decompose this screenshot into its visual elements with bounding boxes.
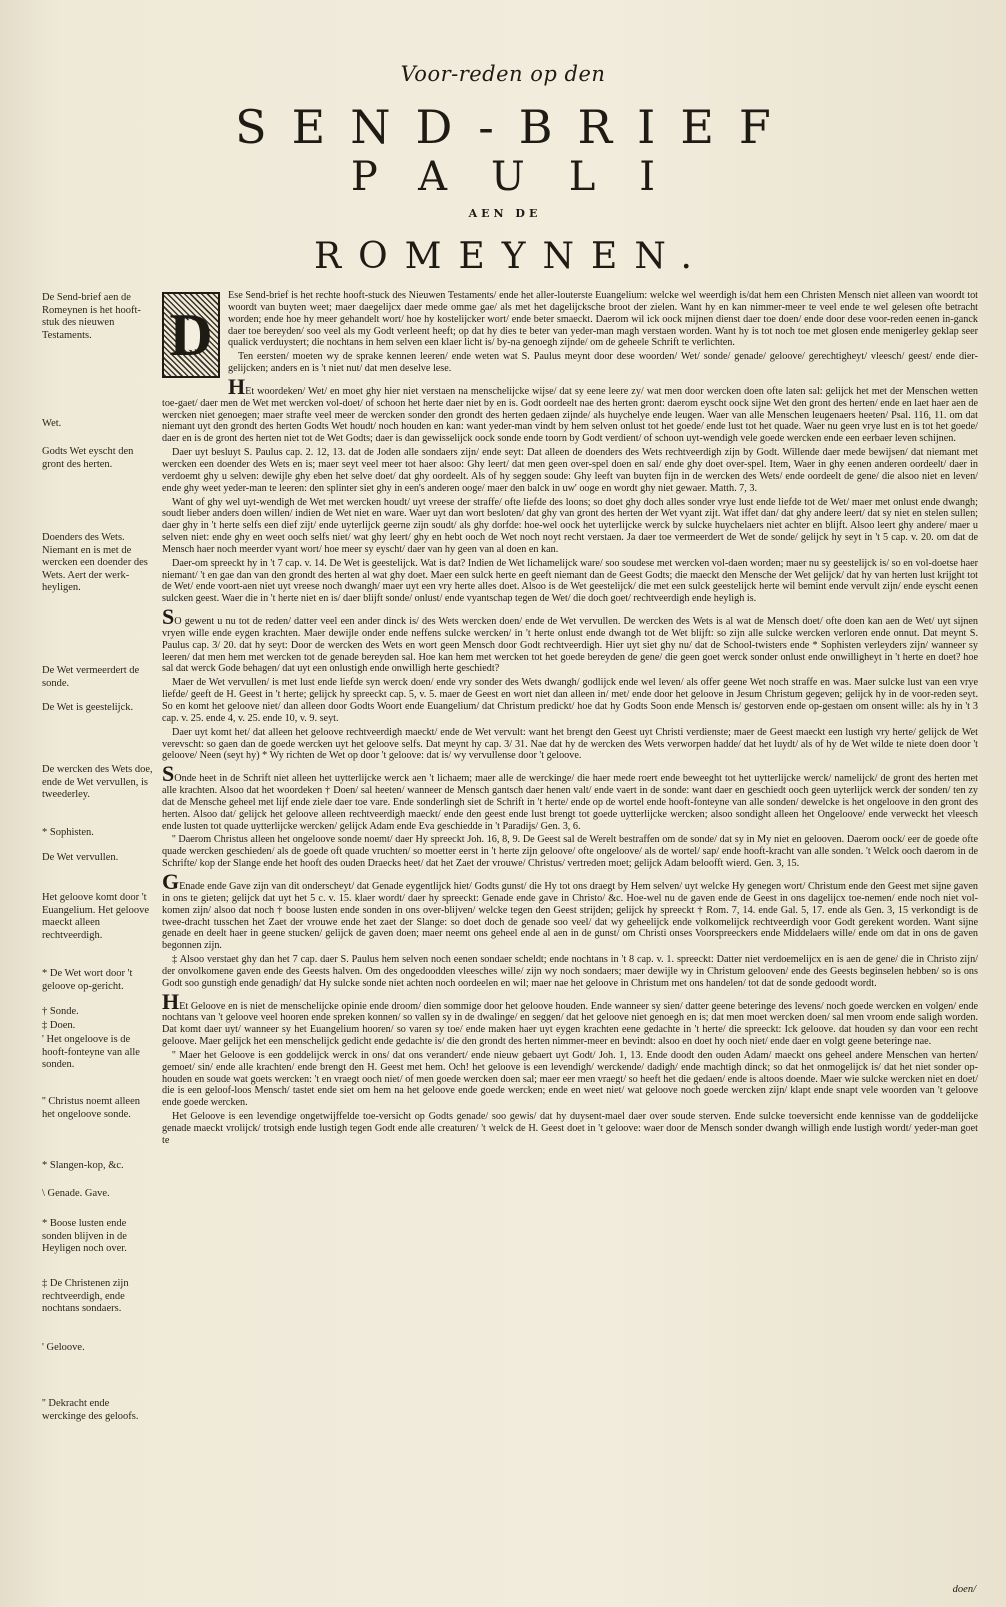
margin-note: '' Dekracht ende werckinge des geloofs. <box>42 1398 139 1422</box>
initial-letter: H <box>228 373 246 399</box>
margin-note: ‡ De Christenen zijn rechtveerdigh, ende nochtans sondaers. <box>42 1278 129 1314</box>
margin-note: ' Het ongeloove is de hooft-fonteyne van alle sonden. <box>42 1034 140 1070</box>
initial-letter: S <box>162 604 175 630</box>
margin-note: De Wet vervullen. <box>42 852 119 863</box>
margin-note: * De Wet wort door 't geloove op-gericht. <box>42 968 133 992</box>
initial-letter: S <box>162 761 175 787</box>
title-line-aen-de: AEN DE <box>468 207 542 220</box>
margin-note: * Sophisten. <box>42 827 94 838</box>
paragraph: ‡ Alsoo verstaet ghy dan het 7 cap. daer S. Paulus hem selven noch eenen sondaer scheldt; ende nochtans in 't 8 cap. v. 1. spreeckt: Datter niet verdoemelijcx en is aen de gene/ die in Christo zijn/ der onvolkomene gaven ende des Geests halven. Om des ongedoodden vleesches wille/ zijn wy noch sondaers; maer dewijle wy in Christum gelooven/ ende des Geests beginselen hebben/ so is ons Godt soo gunstigh ende genadigh/ dat Hy sulcke sonde niet achten noch oordeelen en wil; maer nae het geloove in Christum met ons handelen/ tot dat de sonde gedoodt wordt. <box>162 954 978 989</box>
title-line-romeynen: ROMEYNEN. <box>314 236 709 277</box>
margin-note: Wet. <box>42 418 62 429</box>
paragraph: GEnade ende Gave zijn van dit onderscheyt/ dat Genade eygentlijck hiet/ Godts gunst/ die Hy tot ons draegt by Hem selven/ uyt welcke Hy genegen wort/ Christum ende den Geest met sijne gaven in ons te gieten; gelijck dat uyt het 5 c. v. 15. klaer wordt/ daer hy spreeckt: Genade ende gave in Christo/ &c. Hoe-wel nu de gaven ende de Geest in ons dagelijcx toe-nemen/ ende noch niet vol-komen zijn/ alsoo dat noch † boose lusten ende sonden in ons over-blijven/ welcke tegen den Geest strijden; gelijck hy spreeckt † Rom. 7, 14. ende Gal. 5, 17. ende als Gen. 3, 15 verkondigt is de twee-dracht tusschen het Zaet der vrouwe ende het zaet der Slange: so doet doch de genade soo veel/ dat wy geheelijck ende volkomelijck rechtveerdigh voor Godt gerekent worden. Want sijne genade en deelt haer in geene stucken/ gelijck de gaven doen; maer neemt ons geheel ende al aen in de gunst/ om Christi onses Voorspreeckers ende Middelaers wille/ ende om dat in ons de gaven begonnen zijn. <box>162 868 978 952</box>
initial-letter: H <box>162 988 180 1014</box>
margin-note: \ Genade. Gave. <box>42 1188 110 1199</box>
catchword: doen/ <box>952 1584 976 1595</box>
paragraph: '' Maer het Geloove is een goddelijck werck in ons/ dat ons verandert/ ende nieuw gebaert uyt Godt/ Joh. 1, 13. Ende doodt den ouden Adam/ maeckt ons geheel andere Menschen van herten/ gemoet/ sin/ ende alle krachten/ ende brengt den H. Geest met hem. Och! het geloove is een levendigh/ werckende/ dadigh/ ende machtigh dinck; so dat het onmogelijck is/ dat het niet sonder op-houden en soude wat goets wercken: 't en vraegt ooch niet/ of men goede wercken doen sal; maer eer men vraegt/ so heeft het die gedaen/ ende is altoos doende. Maer wie sulcke wercken niet en doet/ die is een geloof-loos Mensch/ tastet ende siet om hem na het geloove ende goede wercken; ende en weet niet/ wat geloove noch goede wercken zijn/ klapt ende snapt vele woorden van 't geloove ende goede wercken. <box>162 1049 978 1109</box>
margin-note: * Boose lusten ende sonden blijven in de Heyligen noch over. <box>42 1218 127 1254</box>
paragraph: Maer de Wet vervullen/ is met lust ende liefde syn werck doen/ ende vry sonder des Wets dwangh/ godlijck ende wel leven/ als offer geene Wet noch straffe en was. Maer sulcke lust van een vrye liefde/ geeft de H. Geest in 't herte; gelijck hy spreeckt cap. 5, v. 5. maer de Geest en wort niet dan alleen in/ met/ ende door het geloove in Jesum Christum gegeven; gelijck hy in de voor-reden seyt. So en komt het geloove niet/ dan alleen door Godts Woort ende Euangelium/ dat Christum predickt/ hoe dat hy Godts Soon ende Mensch is/ gestorven ende op-gestaen om onsent wille: als hy in 't 3 cap. v. 25. ende 4, v. 25. ende 10, v. 9. seyt. <box>162 677 978 724</box>
paragraph: Daer uyt komt het/ dat alleen het geloove rechtveerdigh maeckt/ ende de Wet vervult: want het brengt den Geest uyt Christi verdienste; maer de Geest maeckt een lustigh vry herte/ gelijck de Wet verevscht: so gaen dan de goede wercken uyt het geloove selfs. Dat meynt hy cap. 3/ 31. Nae dat hy de wercken des Wets verworpen hadde/ dat het luydt/ als of hy de Wet wilde te niete doen door 't geloove/ Neen (seyt hy) * Wy richten de Wet op door 't geloove: dat is/ wy vervullense door 't geloove. <box>162 726 978 762</box>
margin-note: Doenders des Wets. Niemant en is met de wercken een doender des Wets. Aert der werk-heyligen. <box>42 532 148 593</box>
paragraph: Want of ghy wel uyt-wendigh de Wet met wercken houdt/ uyt vreese der straffe/ ofte liefde des loons; so doet ghy doch alles sonder vrye lust ende liefde tot de Wet/ maer met onlust ende dwangh; soudt lieber anders doen willen/ indien de Wet niet en ware. Waer uyt dan wort besloten/ dat ghy van gront des herten der Wet vyant zijt. Wat iffet dan/ dat ghy andere leert/ dat sy niet en stelen sullen; daer ghy in 't herte selfs een dief zijt/ ende uyterlijck geerne zijn soudt/ als ghy dorfde: hoe-wel oock het uyterlijcke werck by sulcke huychelaers niet achter en blijft. Alsoo leert ghy andere/ maer u selven niet: ende ghy en weet ooch selfs niet/ wat ghy leert/ ghy en hebt ooch de Wet noch noyt recht verstaen. Ja daer toe vermeerdert de Wet de sonde/ gelijck hy seyt in 't 5 cap. v. 20. om dat de Mensch haer noch meerder vyant wort/ hoe meer sy eyscht/ daer van hy geen van al doen en kan. <box>162 496 978 555</box>
paragraph: '' Daerom Christus alleen het ongeloove sonde noemt/ daer Hy spreeckt Joh. 16, 8, 9. De Geest sal de Werelt bestraffen om de sonde/ dat sy in My niet en gelooven. Daerom oock/ eer de goede ofte quade wercken geschieden/ als de goede oft quade vruchten/ so moetter eerst in 't herte zijn geloove/ ofte ongeloove/ als de wortel/ sap/ ende hooft-kracht van alle sonden. 't Welck ooch daerom in de Schrifte/ kop der Slange ende het hooft des ouden Draecks heet/ dat het Zaet der vrouwe/ Christus/ vertreden moet; gelijck Adam beloofft wierd. Gen. 3, 15. <box>162 834 978 870</box>
paragraph: HEt Geloove en is niet de menschelijcke opinie ende droom/ dien sommige door het geloove houden. Ende wanneer sy sien/ datter geene beteringe des levens/ noch goede wercken en volgen/ ende nochtans van 't geloove veel hooren ende spreken konnen/ so vallen sy in de dwalinge/ en seggen/ dat het geloove niet genoegh en is; dat men moet wercken doen/ sal men vroom ende saligh worden. Dat komt daer uyt/ wanneer sy het Euangelium hooren/ so varen sy toe/ ende maken haer uyt eygen krachten eene gedachte in 't herte/ die spreeckt: Ick geloove. dat houden sy dan voor een recht geloove. Maer gelijck het een menschelijck gedicht ende gedachte is/ die den grondt des herten nimmer-meer en bevindt: alsoo en doet hy ooch niet/ ende daer en volgt geene beteringe nae. <box>162 988 978 1048</box>
paragraph: SOnde heet in de Schrift niet alleen het uytterlijcke werck aen 't lichaem; maer alle de werckinge/ die haer mede roert ende beweeght tot het uytterlijcke werck/ namelijck/ de gront des herten met alle krachten. Alsoo dat het woordeken † Doen/ sal heeten/ wanneer de Mensch gantsch daer henen valt/ ende vaert in de sonde: want daer en geschiedt ooch geen uyterlijck werck der sonden/ ten zy dat de Mensche geheel met lijf ende ziele daer toe vare. Ende sonderlingh siet de Schrift in 't herte/ ende op de wortel ende hooft-fonteyne van alle sonden/ dewelcke is het ongeloove in den gront des herten. Alsoo dat/ gelijck het geloove alleen rechtveerdigh maeckt/ ende den geest ende lust brengt tot goede uytterlijcke wercken; alsoo sondight alleen het Ongeloove/ ende verweckt het vleesch ende lusten tot quade uytterlijcke wercken/ gelijck Adam ende Eva geschiedde in 't Paradijs/ Gen. 3, 6. <box>162 761 978 832</box>
margin-note: De Send-brief aen de Romeynen is het hooft-stuk des nieuwen Testaments. <box>42 292 141 341</box>
paragraph: Daer uyt besluyt S. Paulus cap. 2. 12, 13. dat de Joden alle sondaers zijn/ ende seyt: Dat alleen de doenders des Wets rechtveerdigh zijn by Godt. Willende daer mede bewijsen/ dat niemant met wercken een doender des Wets en is; maer seyt veel meer tot haer alsoo: Ghy leert/ dat men geen over-spel doen en sal/ ende ghy doet over-spel. Item, Waer in ghy eenen anderen oordeelt/ daer in verdoemt ghy u selven: dewijle ghy eben het selve doet/ dat ghy oordeelt. Als of hy seggen soude: Ghy leeft van buyten fijn in de wercken des Wets/ ende oordeelt de gene/ die alsoo niet en leven/ ende ghy weet yeder-man te leeren: den splinter siet ghy in een's anderen ooge/ maer den balck in uw' ooge en wordt ghy niet gewaer. Matth. 7, 3. <box>162 447 978 494</box>
margin-note: De Wet is geestelijck. <box>42 702 134 713</box>
paragraph: HEt woordeken/ Wet/ en moet ghy hier niet verstaen na menschelijcke wijse/ dat sy eene leere zy/ wat men door wercken doen ofte laten sal: gelijck het met der Menschen wetten toe-gaet/ daer men de Wet met wercken vol-doet/ of schoon het herte daer niet by en is. Godt oordeelt nae des herten gront: daerom eyscht oock sijne Wet den gront des herten/ ende en laet haer aen de wercken niet genoegen; maer strafte veel meer de wercken sonder den grondt des herten gedaen zijnde/ als huychelye ende leugen. Waer van alle Menschen leugenaers heeten/ Psal. 116, 11. om dat niemant uyt den grondt des herten Godts Wet houdt/ noch houden en kan: want yeder-man vindt by hem selven onlust tot het goede/ ende lust tot het quade. Waer nu geen vrye lust en is tot het goede/ daer en is de gront des herten niet tot de Wet Godts; daer is dan gewisselijck oock sonde ende toorn by Godt verdient/ of schoon uyt-wendigh vele goede wercken ende een eerbaer leven schijnen. <box>162 373 978 445</box>
main-text <box>162 290 978 1586</box>
paragraph: SO gewent u nu tot de reden/ datter veel een ander dinck is/ des Wets wercken doen/ ende de Wet vervullen. De wercken des Wets is al wat de Mensch doet/ ofte doen kan aen de Wet/ uyt sijnen vryen wille ende eygen krachten. Maer dewijle onder ende neffens sulcke wercken/ in 't herte onlust ende dwangh tot de Wet blijft: so zijn alle sulcke wercken verloren ende onnut. Dat meynt S. Paulus cap. 3/ 20. dat hy seyt: Door de wercken des Wets en wort geen Mensch door Godt rechtveerdigh. Hier uyt siet ghy nu/ dat de School-twisters ende * Sophisten verleyders zijn/ wanneer sy leeren/ dat men hem met wercken tot de genade bereyden sal. Hoe kan hem met wercken tot het goede bereyden de gene/ die geen goet werck sonder onlust ende onwilligheyt in 't herte en doet? hoe sal dat werck Gode behagen/ dat uyt een onlustigh ende onwilligh herte geschiedt? <box>162 604 978 675</box>
margin-note: * Slangen-kop, &c. <box>42 1160 124 1171</box>
paragraph: Ese Send-brief is het rechte hooft-stuck des Nieuwen Testaments/ ende het aller-louterste Euangelium: welcke wel weerdigh is/dat hem een Christen Mensch niet alleen van woordt tot woordt van buyten weet; maer daegelijcx daer mede omme gae/ als met het dagelijcksche broot der zielen. Want hy en kan nimmer-meer te veel ende te wel gelesen ofte betracht worden; ende hoe hy meer gehandelt wort/ hoe hy kostelijcker wort/ ende beter smaeckt. Daerom wil ick oock mijnen dienst daer toe doen/ ende door dese voor-reden eenen in-ganck daer toe bereyden/ soo veel als my Godt verleent heeft; op dat hy dies te beter van yeder-man magh verstaen worden. Want hy is tot noch toe met glosen ende menigerley geklap seer qualick verduystert; die nochtans in hem selven een klaer licht is/ by-na genoegh zijnde/ om de geheele Schrift te verlichten. <box>228 290 978 349</box>
margin-note: † Sonde. <box>42 1006 79 1017</box>
paragraph: Daer-om spreeckt hy in 't 7 cap. v. 14. De Wet is geestelijck. Wat is dat? Indien de Wet lichamelijck ware/ soo soudese met wercken vol-daen worden; maer nu sy geestelijck is/ so en vol-doetse haer niemant/ 't en gae dan van den grondt des herten al wat ghy doet. Maer een sulck herte en geeft niemant dan de Geest Godts; die maeckt den Mensche der Wet gelijck/ dat hy van herten lust krijght tot de Wet/ ende voort-aen niet uyt vreese noch dwangh/ maer uyt een vry herte alles doet. Alsoo is de Wet geestelijck/ die met een sulck geestelijck herte wil bemint ende vervult zijn/ ende eyscht eenen sulcken geest. Waer die in 't herte niet en is/ daer blijft sonde/ onlust/ ende vyantschap tegen de Wet/ die doch goet/ rechtveerdigh ende heyligh is. <box>162 557 978 605</box>
initial-letter: G <box>162 868 180 894</box>
margin-note: Het geloove komt door 't Euangelium. Het geloove maeckt alleen rechtveerdigh. <box>42 892 150 941</box>
paragraph: Ten eersten/ moeten wy de sprake kennen leeren/ ende weten wat S. Paulus meynt door dese woorden/ Wet/ sonde/ genade/ geloove/ gerechtigheyt/ vleesch/ geest/ ende dier-gelijcken; anders en is 't niet nut/ dat men deselve lese. <box>228 351 978 375</box>
margin-note: De Wet vermeerdert de sonde. <box>42 665 140 689</box>
margin-note: Godts Wet eyscht den gront des herten. <box>42 446 134 470</box>
paragraph: Het Geloove is een levendige ongetwijffelde toe-versicht op Godts genade/ soo gewis/ dat hy duysent-mael daer over soude sterven. Ende sulcke toeversicht ende kennisse van de goddelijcke genade maeckt vrolijck/ trotsigh ende lustigh tegen Godt ende alle creaturen/ 't welck de H. Geest doet in 't geloove: waer door de Mensch sonder dwangh willigh ende lustigh wordt/ yeder-man goet te <box>162 1111 978 1146</box>
margin-note: '' Christus noemt alleen het ongeloove sonde. <box>42 1096 140 1120</box>
margin-note: ‡ Doen. <box>42 1020 76 1031</box>
title-line-send-brief: SEND-BRIEF <box>235 100 796 154</box>
title-line-voor-reden: Voor-reden op den <box>400 62 606 86</box>
margin-note: De wercken des Wets doe, ende de Wet vervullen, is tweederley. <box>42 764 153 800</box>
margin-note: ' Geloove. <box>42 1342 85 1353</box>
title-line-pauli: PAULI <box>350 154 700 200</box>
ornamental-initial: D <box>162 292 220 378</box>
